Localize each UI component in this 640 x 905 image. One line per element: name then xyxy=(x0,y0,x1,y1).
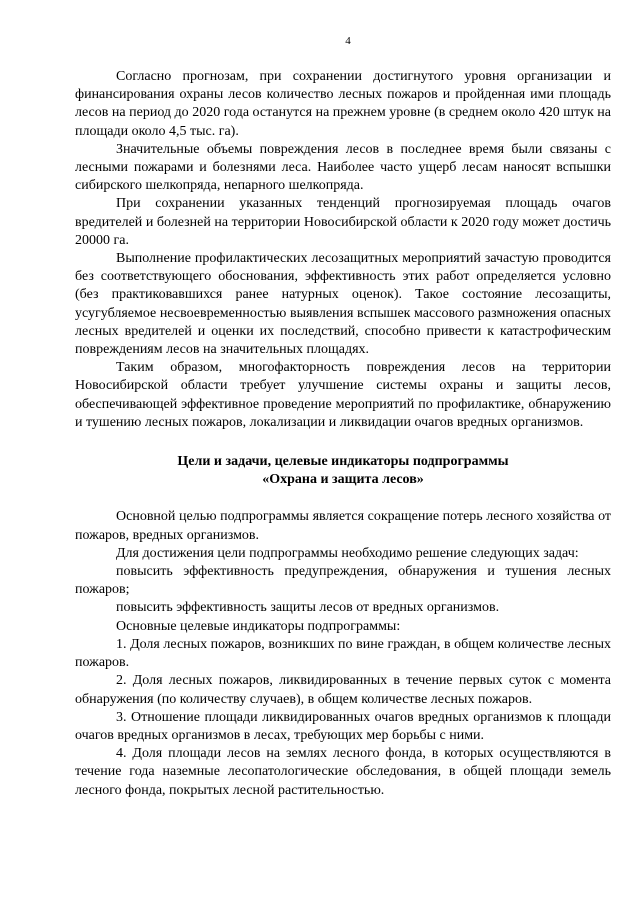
section-heading-line-1: Цели и задачи, целевые индикаторы подпрограммы xyxy=(177,454,509,470)
section-heading xyxy=(75,453,611,489)
paragraph-pest-forecast: При сохранении указанных тенденций прогнозируемая площадь очагов вредителей и болезней на территории Новосибирской области к 2020 году может достичь 20000 га. xyxy=(75,196,611,248)
task-item-fires: повысить эффективность предупреждения, обнаружения и тушения лесных пожаров; xyxy=(75,564,611,598)
indicator-item-2: 2. Доля лесных пожаров, ликвидированных в течение первых суток с момента обнаружения (по количеству случаев), в общем количестве лесных пожаров. xyxy=(75,673,611,707)
indicator-item-3: 3. Отношение площади ликвидированных очагов вредных организмов к площади очагов вредных организмов в лесах, требующих мер борьбы с ними. xyxy=(75,709,611,743)
document-page xyxy=(75,34,611,800)
paragraph-forecast-fires: Согласно прогнозам, при сохранении достигнутого уровня организации и финансирования охраны лесов количество лесных пожаров и пройденная ими площадь лесов на период до 2020 года останутся на прежнем уровне (в среднем около 420 штук на площади около 4,5 тыс. га). xyxy=(75,69,611,139)
paragraph-conclusion: Таким образом, многофакторность повреждения лесов на территории Новосибирской области требует улучшение системы охраны и защиты лесов, обеспечивающей эффективное проведение мероприятий по профилактике, обнаружению и тушению лесных пожаров, локализации и ликвидации очагов вредных организмов. xyxy=(75,360,611,430)
paragraph-forest-damage: Значительные объемы повреждения лесов в последнее время были связаны с лесными пожарами и болезнями леса. Наиболее часто ущерб лесам наносят вспышки сибирского шелкопряда, непарного шелкопряда. xyxy=(75,141,611,194)
page-number: 4 xyxy=(345,35,351,47)
indicator-item-1: 1. Доля лесных пожаров, возникших по вине граждан, в общем количестве лесных пожаров. xyxy=(75,636,611,671)
task-item-pests: повысить эффективность защиты лесов от вредных организмов. xyxy=(116,600,500,616)
paragraph-protection-measures: Выполнение профилактических лесозащитных мероприятий зачастую проводится без соответствующего обоснования, эффективность этих работ определяется условно (без практиковавшихся ранее натурных оценок). Такое состояние лесозащиты, усугубляемое несвоевременностью выявления вспышек массового размножения опасных лесных вредителей и оценки их последствий, способно привести к катастрофическим повреждениям лесов на значительных площадях. xyxy=(75,251,611,358)
paragraph-tasks-intro: Для достижения цели подпрограммы необходимо решение следующих задач: xyxy=(116,545,579,561)
section-heading-line-2: «Охрана и защита лесов» xyxy=(262,472,424,488)
paragraph-main-goal: Основной целью подпрограммы является сокращение потерь лесного хозяйства от пожаров, вредных организмов. xyxy=(75,509,611,543)
paragraph-indicators-intro: Основные целевые индикаторы подпрограммы: xyxy=(116,618,401,634)
indicator-item-4: 4. Доля площади лесов на землях лесного фонда, в которых осуществляются в течение года наземные лесопатологические обследования, в общей площади земель лесного фонда, покрытых лесной растительностью. xyxy=(75,746,611,798)
